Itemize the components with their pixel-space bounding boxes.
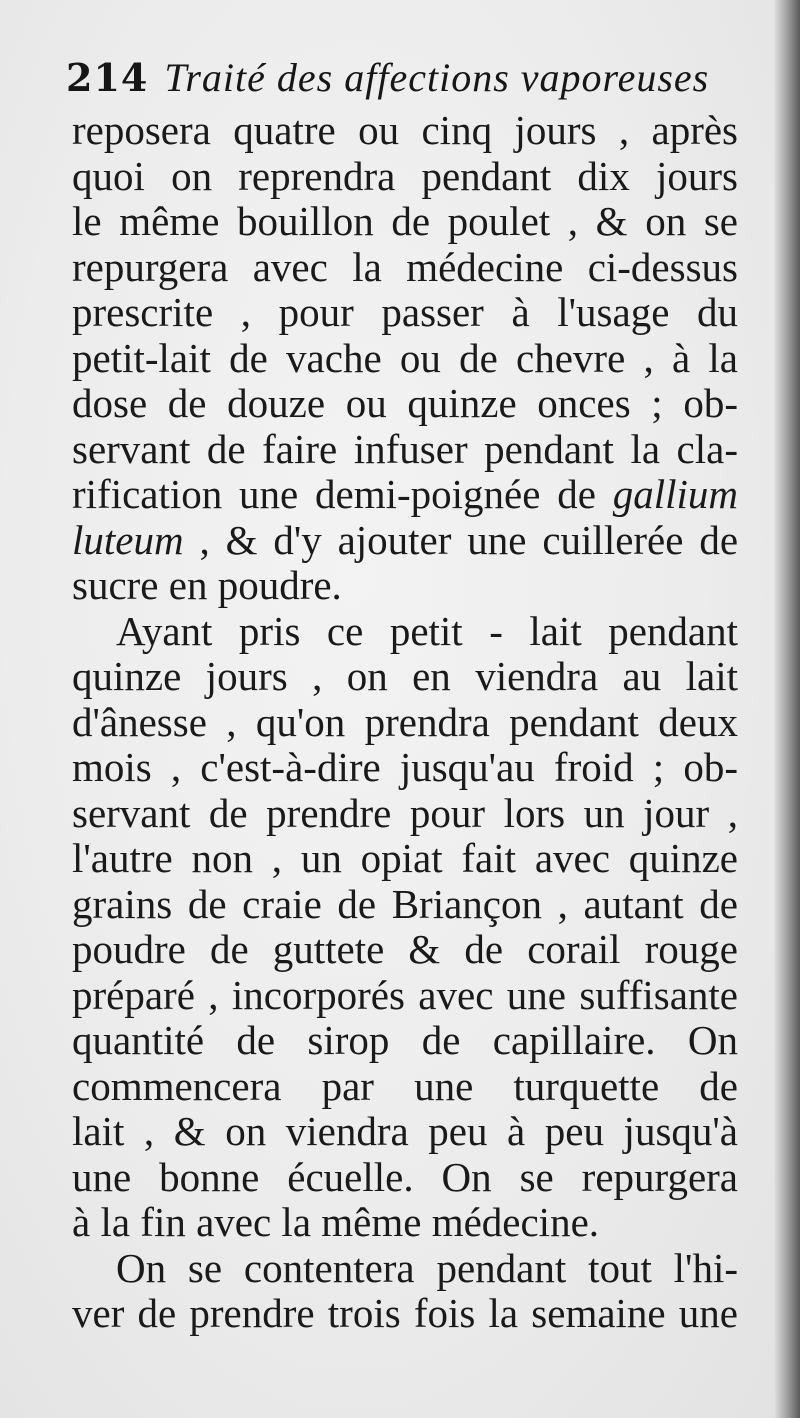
- text-line: grains de craie de Briançon , autant de: [72, 880, 738, 927]
- text-line: l'autre non , un opiat fait avec quinze: [72, 835, 738, 881]
- text-line: servant de faire infuser pendant la cla-: [72, 425, 738, 472]
- text-line: commencera par une turquette de: [72, 1062, 738, 1109]
- text-line: petit-lait de vache ou de chevre , à la: [72, 334, 738, 381]
- text-line: une bonne écuelle. On se repurgera: [72, 1153, 738, 1200]
- running-title: Traité des affections vaporeuses: [164, 55, 710, 100]
- text-line: repurgera avec la médecine ci-dessus: [72, 243, 738, 290]
- text-line: dose de douze ou quinze onces ; ob-: [72, 380, 738, 426]
- paragraph-end-line: à la fin avec la même médecine.: [72, 1199, 600, 1245]
- page-number: 214: [66, 55, 149, 100]
- text-line: d'ânesse , qu'on prendra pendant deux: [72, 698, 738, 745]
- paragraph-start-line: Ayant pris ce petit - lait pendant: [116, 607, 738, 654]
- paragraph-start-line: On se contentera pendant tout l'hi-: [116, 1244, 738, 1291]
- text-line: quoi on reprendra pendant dix jours: [72, 152, 738, 199]
- text-line: ver de prendre trois fois la semaine une: [72, 1290, 738, 1336]
- page-header: [66, 48, 746, 108]
- text-line-with-italic: [72, 472, 738, 518]
- text-line: servant de prendre pour lors un jour ,: [72, 789, 738, 836]
- text-line: prescrite , pour passer à l'usage du: [72, 289, 738, 335]
- text-line: reposera quatre ou cinq jours , après: [72, 107, 738, 153]
- italic-term-luteum: luteum: [72, 516, 184, 563]
- text-line: préparé , incorporés avec une suffisante: [72, 971, 738, 1018]
- italic-term-gallium: gallium: [612, 471, 738, 517]
- body-text: [72, 108, 738, 1337]
- paragraph-end-line: sucre en poudre.: [72, 562, 342, 608]
- text-line: mois , c'est-à-dire jusqu'au froid ; ob-: [72, 744, 738, 790]
- text-segment: rification une demi-poignée de: [72, 471, 596, 517]
- text-line: le même bouillon de poulet , & on se: [72, 198, 738, 244]
- text-line: quantité de sirop de capillaire. On: [72, 1017, 738, 1063]
- text-line: lait , & on viendra peu à peu jusqu'à: [72, 1108, 738, 1154]
- page-edge-shadow: [774, 0, 800, 1418]
- text-line-with-italic: [72, 518, 738, 564]
- text-segment: , & d'y ajouter une cuillerée de: [199, 516, 739, 563]
- text-line: poudre de guttete & de corail rouge: [72, 926, 738, 972]
- text-line: quinze jours , on en viendra au lait: [72, 653, 738, 699]
